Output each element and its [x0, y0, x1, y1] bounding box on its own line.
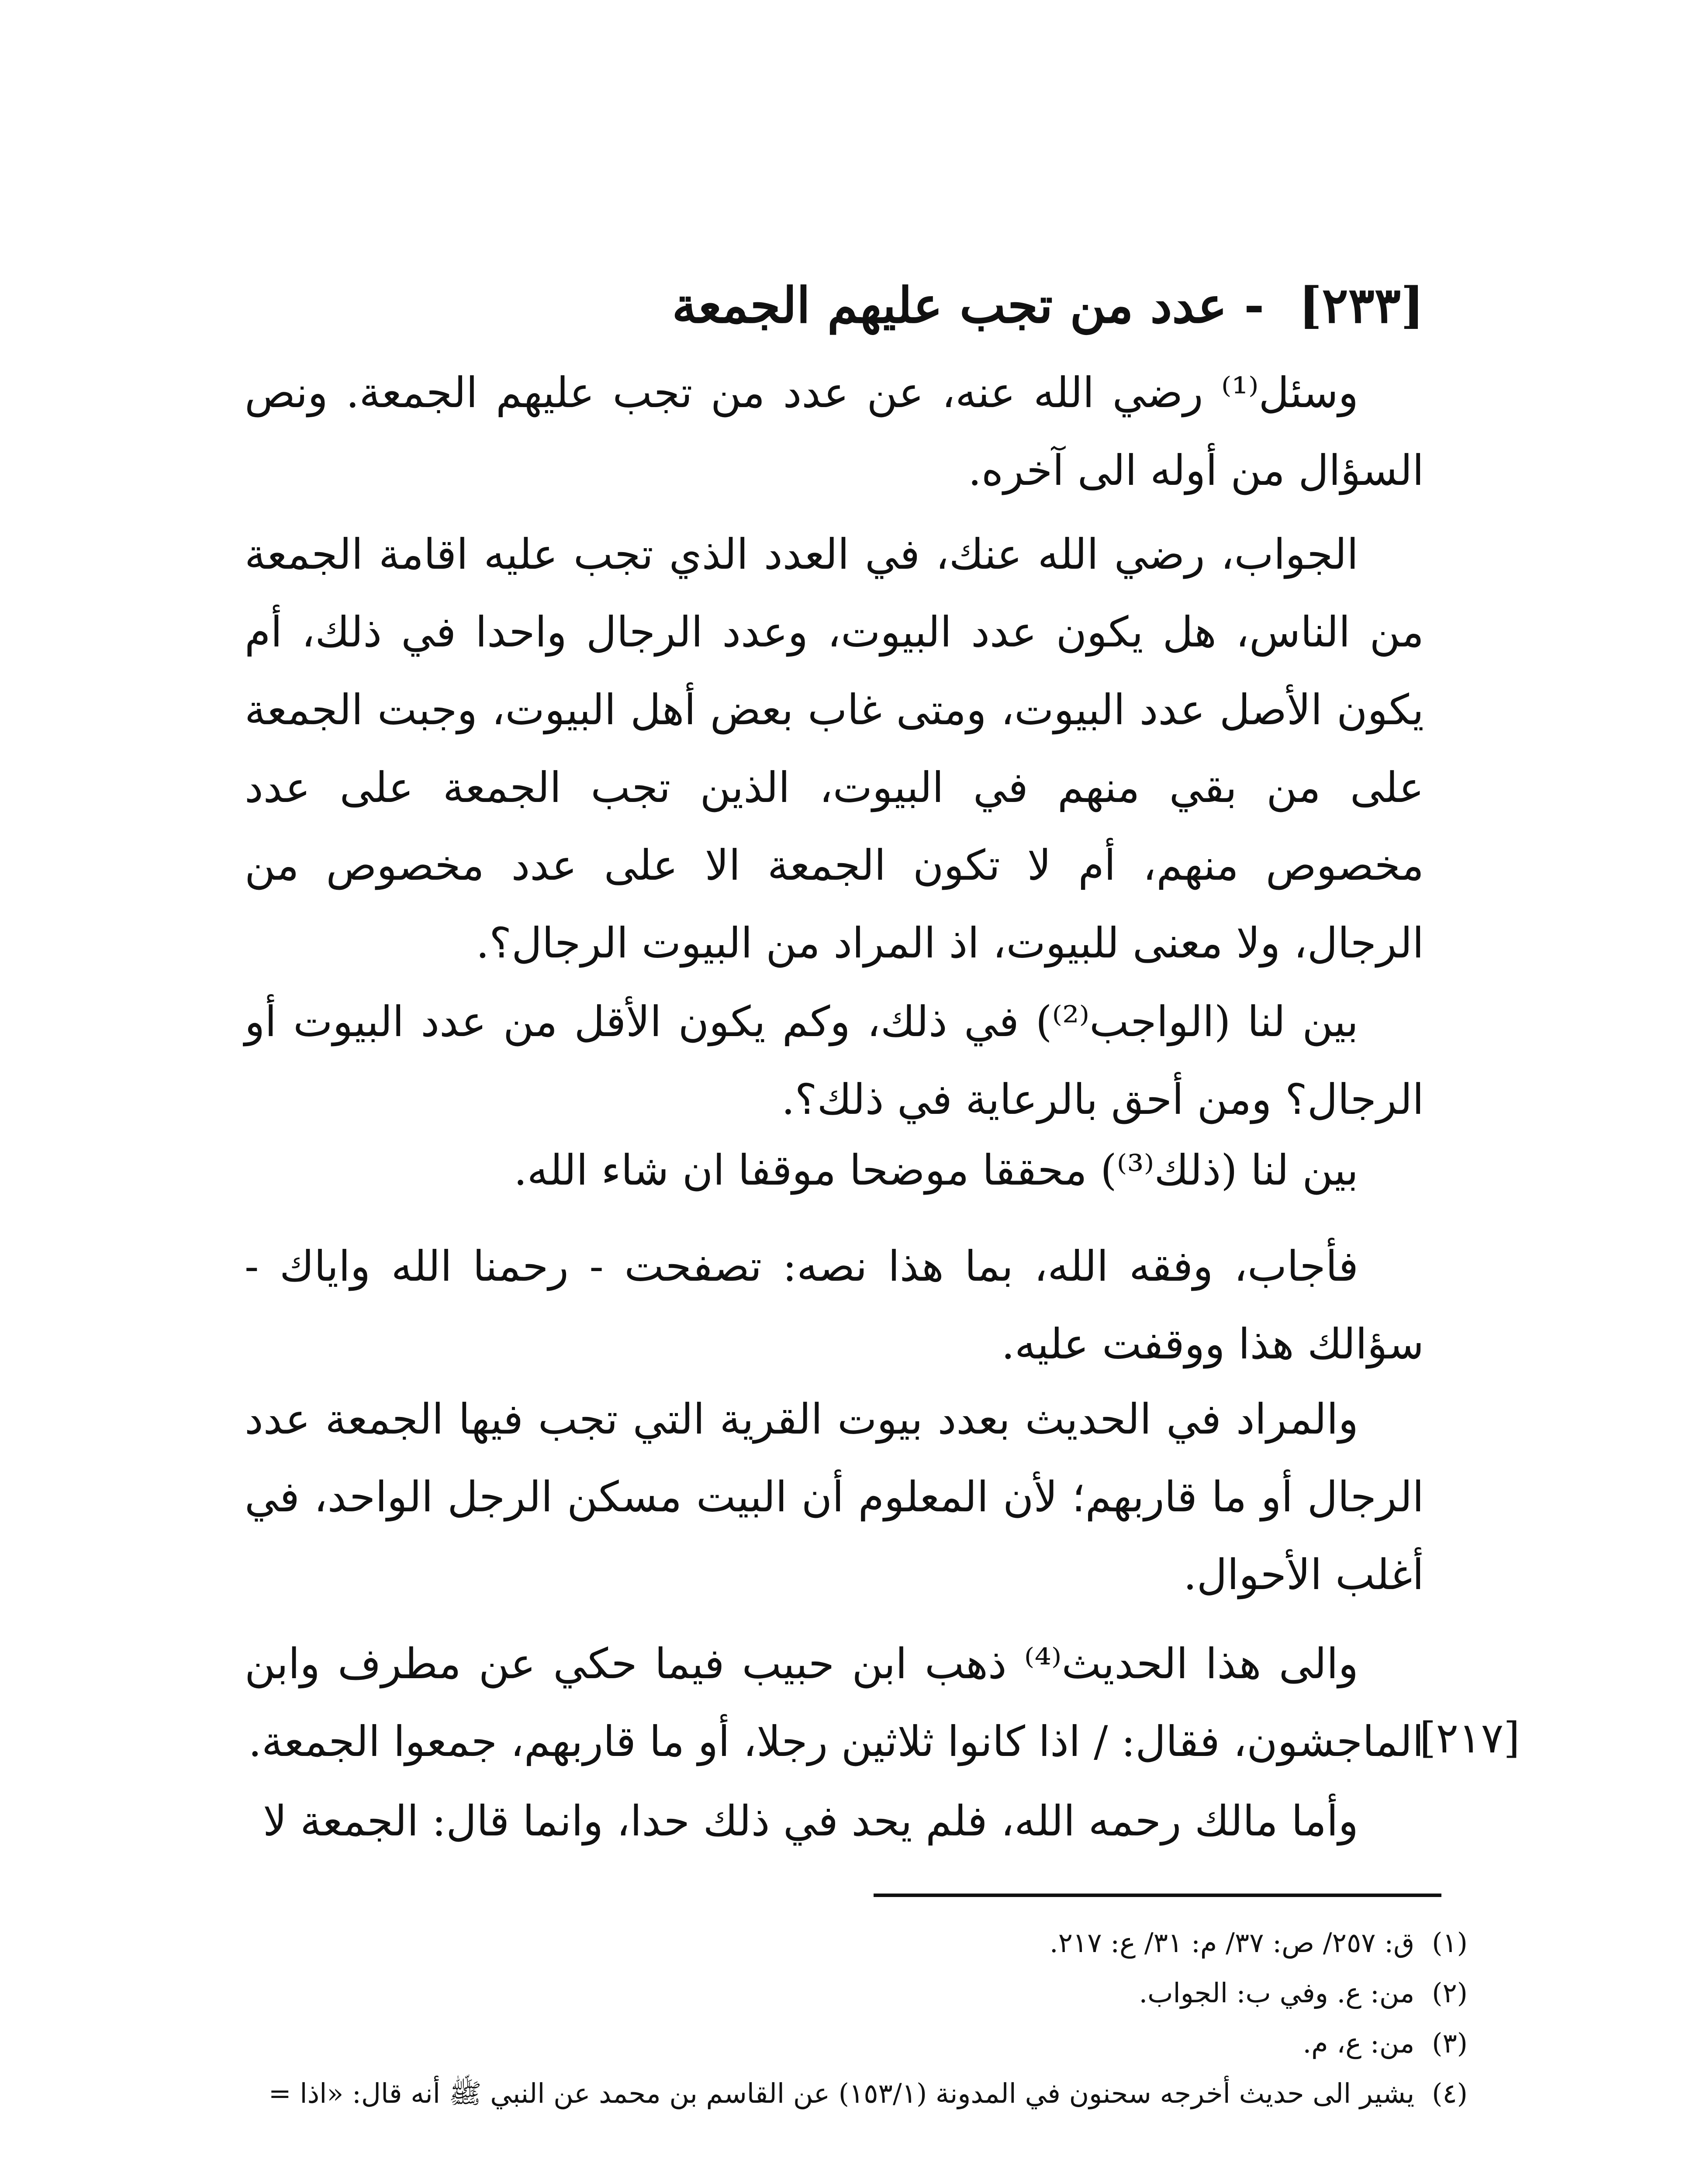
footnote-text: من: ع، م.: [1303, 2027, 1415, 2059]
footnote-text: ق: ٢٥٧/ ص: ٣٧/ م: ٣١/ ع: ٢١٧.: [1049, 1927, 1415, 1959]
paragraph-5: فأجاب، وفقه الله، بما هذا نصه: تصفحت - رحمنا الله واياك - سؤالك هذا ووقفت عليه.: [245, 1242, 1424, 1368]
section-title: - عدد من تجب عليهم الجمعة: [672, 277, 1265, 334]
footnote-number: (٣): [1432, 2027, 1468, 2059]
footnote-3: [245, 2018, 1468, 2068]
paragraph-7: والى هذا الحديث⁽⁴⁾ ذهب ابن حبيب فيما حكي عن مطرف وابن الماجشون، فقال: / اذا كانوا ثلاثين رجلا، أو ما قاربهم، جمعوا الجمعة.: [245, 1639, 1424, 1766]
paragraph-3: بين لنا (الواجب⁽²⁾) في ذلك، وكم يكون الأقل من عدد البيوت أو الرجال؟ ومن أحق بالرعاية في ذلك؟.: [245, 997, 1424, 1124]
footnote-number: (٢): [1432, 1977, 1468, 2009]
paragraph-1: وسئل⁽¹⁾ رضي الله عنه، عن عدد من تجب عليهم الجمعة. ونص السؤال من أوله الى آخره.: [245, 368, 1424, 495]
section-heading: [245, 271, 1424, 341]
paragraph-8: وأما مالك رحمه الله، فلم يحد في ذلك حدا، وانما قال: الجمعة لا: [263, 1797, 1358, 1845]
footnote-4: [245, 2068, 1468, 2118]
margin-folio-note: [٢١٧]: [1420, 1714, 1520, 1762]
paragraph-4: بين لنا (ذلك⁽³⁾) محققا موضحا موقفا ان شاء الله.: [514, 1146, 1358, 1195]
footnote-number: (١): [1432, 1927, 1468, 1959]
section-number: [٢٣٣]: [1299, 277, 1424, 334]
footnote-number: (٤): [1432, 2077, 1468, 2109]
footnote-2: [245, 1968, 1468, 2018]
footnote-text: يشير الى حديث أخرجه سحنون في المدونة (١٥٣/١) عن القاسم بن محمد عن النبي ﷺ أنه قال: «اذا =: [268, 2077, 1415, 2109]
footnotes: [245, 1918, 1468, 2118]
footnote-1: [245, 1918, 1468, 1968]
paragraph-2: الجواب، رضي الله عنك، في العدد الذي تجب عليه اقامة الجمعة من الناس، هل يكون عدد البيوت، وعدد الرجال واحدا في ذلك، أم يكون الأصل عدد البيوت، ومتى غاب بعض أهل البيوت، وجبت الجمعة على من بقي منهم في البيوت، الذين تجب الجمعة على عدد مخصوص منهم، أم لا تكون الجمعة الا على عدد مخصوص من الرجال، ولا معنى للبيوت، اذ المراد من البيوت الرجال؟.: [245, 530, 1424, 968]
paragraph-6: والمراد في الحديث بعدد بيوت القرية التي تجب فيها الجمعة عدد الرجال أو ما قاربهم؛ لأن المعلوم أن البيت مسكن الرجل الواحد، في أغلب الأحوال.: [245, 1395, 1424, 1599]
footnote-separator: [874, 1894, 1441, 1897]
footnote-text: من: ع. وفي ب: الجواب.: [1139, 1977, 1415, 2009]
